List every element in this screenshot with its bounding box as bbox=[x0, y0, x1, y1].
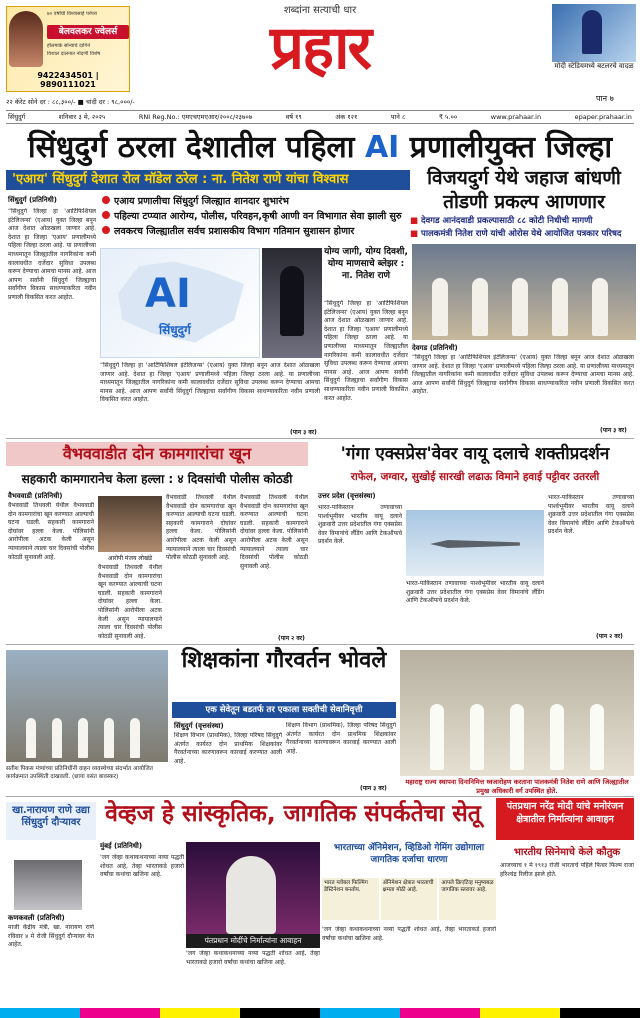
teachers-continued[interactable]: (पान ३ वर) bbox=[360, 785, 387, 792]
date: शनिवार ३ मे, २०२५ bbox=[58, 113, 106, 121]
jet-figure bbox=[430, 540, 520, 548]
magenta-swatch bbox=[80, 1008, 160, 1018]
side-quote-body: “सिंधुदुर्ग जिल्हा हा 'आर्टिफिशियल इंटेलिजन्स' (एआय) युक्त जिल्हा बनून आज देशात ओळखला जाणार आहे. देशात हा जिल्हा 'एआय' प्रणालीमध्ये पहिला जिल्हा ठरला आहे. या प्रणालीच्या माध्यमातून जिल्ह्यातील नागरिकांना कमी कालावधीत दर्जेदार सुविधा उपलब्ध करून देण्याचा आमचा मानस आहे. आज आपण सर्वांनी सिंधुदुर्ग जिल्ह्याचा सर्वांगीण विकास साधण्याकरिता नवीन प्रणाली विकसित करत आहोत. bbox=[324, 300, 408, 402]
modi-figure bbox=[226, 856, 276, 934]
rane-headline[interactable]: खा.नारायण राणे उद्या सिंधुदुर्ग दौऱ्यावर bbox=[6, 802, 96, 840]
vaibhavwadi-body-4: वैभववाडी तिथवली येथील वैभववाडी दोन कामगारांचा खून करण्यात आल्याची घटना घडली. सहकारी कामगाराने दोघांवर हल्ला केला. पोलिसांनी आरोपीला अटक केली असून न्यायालयाने त्याला चार दिवसांची पोलीस कोठडी सुनावली आहे. bbox=[240, 494, 308, 570]
date-bar bbox=[6, 110, 634, 124]
waves-body: 'जग जेव्हा कथाकथनाच्या नव्या पद्धती शोधत आहे, तेव्हा भारताकडे हजारो वर्षांचा कथांचा खजिना आहे. bbox=[100, 854, 184, 879]
lead-headline[interactable] bbox=[6, 128, 634, 168]
ai-sindhudurg-graphic bbox=[100, 248, 260, 358]
lead-headline-ai: AI bbox=[364, 130, 400, 165]
vaibhavwadi-body-3: वैभववाडी तिथवली येथील वैभववाडी दोन कामगारांचा खून करण्यात आल्याची घटना घडली. सहकारी कामगाराने दोघांवर हल्ला केला. पोलिसांनी आरोपीला अटक केली असून न्यायालयाने त्याला चार दिवसांची पोलीस कोठडी सुनावली आहे. bbox=[166, 494, 236, 562]
indian-cinema-headline[interactable]: भारतीय सिनेमाचे केले कौतुक bbox=[513, 847, 621, 858]
lead-continued[interactable]: (पान ३ वर) bbox=[290, 429, 317, 436]
person-figure bbox=[552, 278, 568, 336]
fighter-jet-photo bbox=[406, 510, 544, 576]
person-figure bbox=[550, 704, 564, 770]
waves-body-2: 'जग जेव्हा कथाकथनाच्या नव्या पद्धती शोधत आहे, तेव्हा भारताकडे हजारो वर्षांचा कथांचा खजिना आहे. bbox=[186, 950, 320, 966]
price: ₹ ५.०० bbox=[438, 113, 458, 121]
lead-body: “सिंधुदुर्ग जिल्हा हा 'आर्टिफिशियल इंटेलिजन्स' (एआय) युक्त जिल्हा बनून आज देशात ओळखला जाणार आहे. देशात हा जिल्हा 'एआय' प्रणालीमध्ये पहिला जिल्हा ठरला आहे. या प्रणालीच्या माध्यमातून जिल्ह्यातील नागरिकांना कमी कालावधीत दर्जेदार सुविधा उपलब्ध करून देण्याचा आमचा मानस आहे. आज आपण सर्वांनी सिंधुदुर्ग जिल्ह्याचा सर्वांगीण विकास साधण्याकरिता नवीन प्रणाली विकसित करत आहोत. bbox=[8, 208, 96, 301]
ad-model-image bbox=[9, 11, 43, 67]
vijaydurg-point: ■ देवगड आनंदवाडी प्रकल्पासाठी ८८ कोटी निधीची मागणी bbox=[410, 216, 592, 226]
ganga-body-3: भारत-पाकिस्तान तणावाच्या पार्श्वभूमीवर भारतीय वायू दलाने शुक्रवारी उत्तर प्रदेशातील गंगा एक्सप्रेस वेवर विमानांचे लँडिंग आणि टेकऑफचे प्रदर्शन केले. bbox=[548, 494, 634, 536]
ganga-headline[interactable]: 'गंगा एक्सप्रेस'वेवर वायू दलाचे शक्तीप्रदर्शन bbox=[340, 444, 610, 464]
colour-registration-bar bbox=[0, 1008, 640, 1018]
ganga-byline: उत्तर प्रदेश (वृत्तसंस्था) bbox=[318, 492, 376, 500]
silver-rate: चांदी दर : ९८,०००/- bbox=[85, 98, 135, 106]
lead-headline-a: सिंधुदुर्ग ठरला देशातील पहिला bbox=[27, 130, 365, 165]
vaibhavwadi-subhead: सहकारी कामगारानेच केला हल्ला : ४ दिवसांची पोलीस कोठडी bbox=[21, 472, 293, 486]
teachers-body: शिक्षण विभाग (प्राथमिक), जिल्हा परिषद सिंधुदुर्ग अंतर्गत कार्यरत दोन प्राथमिक शिक्षकांवर गैरवर्तनाच्या कारणावरून कारवाई करण्यात आली आहे. bbox=[174, 732, 282, 765]
epaper-link[interactable]: epaper.prahaar.in bbox=[574, 113, 632, 121]
lead-bullet: लवकरच जिल्ह्यातील सर्वच प्रशासकीय विभाग गतिमान सुशासन होणार bbox=[102, 224, 408, 239]
teachers-body-2: शिक्षण विभाग (प्राथमिक), जिल्हा परिषद सिंधुदुर्ग अंतर्गत कार्यरत दोन प्राथमिक शिक्षकांवर गैरवर्तनाच्या कारणावरून कारवाई करण्यात आली आहे. bbox=[286, 722, 396, 755]
vijaydurg-body: “सिंधुदुर्ग जिल्हा हा 'आर्टिफिशियल इंटेलिजन्स' (एआय) युक्त जिल्हा बनून आज देशात ओळखला जाणार आहे. देशात हा जिल्हा 'एआय' प्रणालीमध्ये पहिला जिल्हा ठरला आहे. या प्रणालीच्या माध्यमातून जिल्ह्यातील नागरिकांना कमी कालावधीत दर्जेदार सुविधा उपलब्ध करून देण्याचा आमचा मानस आहे. आज आपण सर्वांनी सिंधुदुर्ग जिल्ह्याचा सर्वांगीण विकास साधण्याकरिता नवीन प्रणाली विकसित करत आहोत. bbox=[412, 354, 634, 396]
cricket-teaser-text[interactable] bbox=[552, 62, 636, 71]
jeweller-ad[interactable] bbox=[6, 6, 130, 92]
lead-bullet: पहिल्या टप्प्यात आरोग्य, पोलीस, परिवहन,कृषी आणी वन विभागात सेवा झाली सुरु bbox=[102, 209, 408, 224]
cyan-swatch bbox=[0, 1008, 80, 1018]
masthead bbox=[140, 0, 500, 86]
ai-graphic-subtitle: सिंधुदुर्ग bbox=[159, 323, 191, 337]
rane-photo bbox=[14, 860, 82, 910]
vijaydurg-point: ■ पालकमंत्री नितेश राणे यांची ओरोस येथे आयोजित पत्रकार परिषद bbox=[410, 229, 621, 239]
divider bbox=[6, 796, 634, 797]
minister-figure bbox=[280, 266, 304, 336]
person-figure bbox=[432, 278, 448, 336]
lead-bullets bbox=[102, 194, 408, 239]
lead-body-continued: “सिंधुदुर्ग जिल्हा हा 'आर्टिफिशियल इंटेलिजन्स' (एआय) युक्त जिल्हा बनून आज देशात ओळखला जाणार आहे. देशात हा जिल्हा 'एआय' प्रणालीमध्ये पहिला जिल्हा ठरला आहे. या प्रणालीच्या माध्यमातून जिल्ह्यातील नागरिकांना कमी कालावधीत दर्जेदार सुविधा उपलब्ध करून देण्याचा आमचा मानस आहे. आज आपण सर्वांनी सिंधुदुर्ग जिल्ह्याचा सर्वांगीण विकास साधण्याकरिता नवीन प्रणाली विकसित करत आहोत. bbox=[100, 362, 320, 404]
teaser-title: मोदी स्टेडियमध्ये बटलरचे वादळ bbox=[554, 62, 634, 70]
person-figure bbox=[512, 278, 528, 336]
lead-byline: सिंधुदुर्ग (प्रतिनिधी) bbox=[8, 196, 57, 204]
person-figure bbox=[590, 704, 604, 770]
flag-hoisting-photo bbox=[400, 650, 634, 776]
modi-appeal-box[interactable]: पंतप्रधान नरेंद्र मोदी यांचे मनोरंजन क्षेत्रातील निर्मात्यांना आवाहन bbox=[496, 798, 634, 840]
issue: अंक १२१ bbox=[335, 113, 358, 121]
ganga-body: भारत-पाकिस्तान तणावाच्या पार्श्वभूमीवर भारतीय वायू दलाने शुक्रवारी उत्तर प्रदेशातील गंगा एक्सप्रेस वेवर विमानांचे लँडिंग आणि टेकऑफचे प्रदर्शन केले. bbox=[318, 504, 402, 546]
vaibhavwadi-body: वैभववाडी तिथवली येथील वैभववाडी दोन कामगारांचा खून करण्यात आल्याची घटना घडली. सहकारी कामगाराने दोघांवर हल्ला केला. पोलिसांनी आरोपीला अटक केली असून न्यायालयाने त्याला चार दिवसांची पोलीस कोठडी सुनावली आहे. bbox=[8, 502, 94, 561]
fact-cell: भारत ग्लोबल फिल्मिंग डेस्टिनेशन बनतोय. bbox=[322, 878, 379, 920]
ganga-continued[interactable]: (पान २ वर) bbox=[596, 633, 623, 640]
flag-hoisting-caption: महाराष्ट्र राज्य स्थापना दिनानिमित्त ध्वजारोहण करताना पालकमंत्री नितेश राणे आणि जिल्ह्यातील प्रमुख अधिकारी वर्ग उपस्थित होते. bbox=[405, 778, 629, 795]
indian-cinema-body: आजच्याच १ मे १९१३ रोजी भारताचे पहिले फिचर फिल्म राजा हरिश्चंद्र रिलीज झाले होते. bbox=[500, 862, 634, 878]
accused-caption: आरोपी मंजय लोखंडे bbox=[107, 555, 153, 562]
ganga-subhead: राफेल, जग्वार, सुखोई सारखी लढाऊ विमाने हवाई पट्टीवर उतरली bbox=[350, 471, 600, 483]
animation-factbox bbox=[322, 878, 496, 920]
vaibhavwadi-byline: वैभववाडी (प्रतिनिधी) bbox=[8, 492, 63, 500]
lead-bullet: एआय प्रणालीचा सिंधुदुर्ग जिल्ह्यात शानदार शुभारंभ bbox=[102, 194, 408, 209]
black-swatch bbox=[240, 1008, 320, 1018]
vijaydurg-continued[interactable]: (पान ३ वर) bbox=[600, 427, 627, 434]
magenta-swatch bbox=[400, 1008, 480, 1018]
yellow-swatch bbox=[160, 1008, 240, 1018]
teachers-byline: सिंधुदुर्ग (वृत्तसंस्था) bbox=[174, 722, 224, 730]
yellow-swatch bbox=[480, 1008, 560, 1018]
ad-line-2: हॉलमार्क सोन्याचे दागिने bbox=[47, 43, 90, 49]
edition: सिंधुदुर्ग bbox=[8, 113, 26, 121]
lead-headline-b: प्रणालीयुक्त जिल्हा bbox=[399, 130, 613, 165]
cricketer-figure bbox=[582, 10, 602, 54]
vaibhavwadi-body-2: वैभववाडी तिथवली येथील वैभववाडी दोन कामगारांचा खून करण्यात आल्याची घटना घडली. सहकारी कामगाराने दोघांवर हल्ला केला. पोलिसांनी आरोपीला अटक केली असून न्यायालयाने त्याला चार दिवसांची पोलीस कोठडी सुनावली आहे. bbox=[98, 564, 162, 640]
ganga-body-2: भारत-पाकिस्तान तणावाच्या पार्श्वभूमीवर भारतीय वायू दलाने शुक्रवारी उत्तर प्रदेशातील गंगा एक्सप्रेस वेवर विमानांचे लँडिंग आणि टेकऑफचे प्रदर्शन केले. bbox=[406, 580, 544, 605]
person-figure bbox=[78, 718, 88, 758]
vaibhavwadi-continued[interactable]: (पान २ वर) bbox=[278, 635, 305, 642]
ad-brand: बेलवलकर ज्वेलर्स bbox=[47, 25, 129, 39]
teachers-headline[interactable]: शिक्षकांना गौरवर्तन भोवले bbox=[181, 648, 387, 673]
divider bbox=[6, 644, 634, 645]
volume: वर्ष १९ bbox=[285, 113, 302, 121]
tagline: शब्दांना सत्याची धार bbox=[283, 5, 357, 16]
rally-caption: सतीश पिकस मंत्र्यांच्या प्रतिनिधींनी वाहन व्यवस्थेच्या संदर्भात आयोजित कार्यक्रमात उपस्थिती दाखवली. (छाया वसंत बावस्कर) bbox=[6, 766, 153, 780]
person-figure bbox=[104, 718, 114, 758]
waves-byline: मुंबई (प्रतिनिधी) bbox=[100, 842, 143, 850]
ad-phone: 9422434501 | 9890111021 bbox=[37, 71, 99, 89]
accused-photo bbox=[98, 496, 162, 552]
ad-line-1: ७० वर्षांची विश्वासार्ह परंपरा bbox=[47, 11, 98, 17]
person-figure bbox=[592, 278, 608, 336]
person-figure bbox=[470, 704, 484, 770]
rally-photo bbox=[6, 650, 168, 762]
newspaper-logo[interactable]: प्रहार bbox=[269, 13, 371, 83]
person-figure bbox=[430, 704, 444, 770]
person-figure bbox=[52, 718, 62, 758]
cyan-swatch bbox=[320, 1008, 400, 1018]
person-figure bbox=[472, 278, 488, 336]
black-swatch bbox=[560, 1008, 640, 1018]
fact-cell: ॲनिमेशन क्षेत्रात भारताची क्षमता मोठी आहे. bbox=[381, 878, 438, 920]
person-figure bbox=[26, 718, 36, 758]
cricket-teaser-photo[interactable] bbox=[552, 4, 636, 62]
rni: RNI Reg.No.: एमएचएमएआर/२००८/२३७०७ bbox=[138, 113, 253, 121]
vaibhavwadi-headline[interactable]: वैभववाडीत दोन कामगारांचा खून bbox=[6, 442, 308, 466]
press-conference-photo bbox=[412, 244, 636, 340]
modi-photo-caption: पंतप्रधान मोदींचे निर्मात्यांना आवाहन bbox=[186, 934, 320, 948]
ai-graphic-title: AI bbox=[145, 271, 191, 317]
website-link[interactable]: www.prahaar.in bbox=[490, 113, 542, 121]
teaser-page: पान ७ bbox=[596, 94, 614, 103]
vijaydurg-headline[interactable]: विजयदुर्ग येथे जहाज बांधणी तोडणी प्रकल्प आणणार bbox=[427, 167, 621, 213]
waves-headline[interactable]: वेव्हज हे सांस्कृतिक, जागतिक संपर्कतेचा सेतू bbox=[105, 801, 481, 827]
ad-line-3: विशाल दालनात नोंदणी विशेष bbox=[47, 51, 101, 57]
rane-byline: कणकवली (प्रतिनिधी) bbox=[8, 914, 65, 922]
fact-cell: आपले क्रिएटिव्ह मनुष्यबळ जागतिक स्तरावर आहे. bbox=[439, 878, 496, 920]
animation-headline[interactable]: भारताच्या ॲनिमेशन, व्हिडिओ गेमिंग उद्योगाला जागतिक दर्जाचा धारणा bbox=[333, 843, 485, 865]
person-figure bbox=[130, 718, 140, 758]
metal-rates: २२ कॅरेट सोने दर : ८८,३००/- ■ चांदी दर : ९८,०००/- bbox=[6, 98, 135, 106]
modi-photo bbox=[186, 842, 320, 934]
divider bbox=[6, 438, 634, 439]
side-quote: योग्य जागी, योग्य दिवशी, योग्य माणसाचे ब्लेझर : ना. नितेश राणे bbox=[324, 247, 408, 281]
minister-photo bbox=[262, 248, 322, 358]
person-figure bbox=[510, 704, 524, 770]
waves-body-3: 'जग जेव्हा कथाकथनाच्या नव्या पद्धती शोधत आहे, तेव्हा भारताकडे हजारो वर्षांचा कथांचा खजिना आहे. bbox=[322, 926, 496, 942]
lead-strap: 'एआय' सिंधुदुर्ग देशात रोल मॉडेल ठरेल : ना. नितेश राणे यांचा विश्वास bbox=[6, 170, 410, 190]
teachers-strap: एक सेवेतून बडतर्फ तर एकाला सक्तीची सेवानिवृत्ती bbox=[172, 702, 396, 718]
rane-body: माजी केंद्रीय मंत्री, खा. नारायण राणे रविवार ४ मे रोजी सिंधुदुर्ग दौऱ्यावर येत आहेत. bbox=[8, 924, 94, 949]
vijaydurg-byline: देवगड (प्रतिनिधी) bbox=[412, 344, 458, 352]
vijaydurg-points bbox=[410, 215, 636, 241]
gold-rate: २२ कॅरेट सोने दर : ८८,३००/- bbox=[6, 98, 76, 106]
pages: पाने ८ bbox=[390, 113, 406, 121]
